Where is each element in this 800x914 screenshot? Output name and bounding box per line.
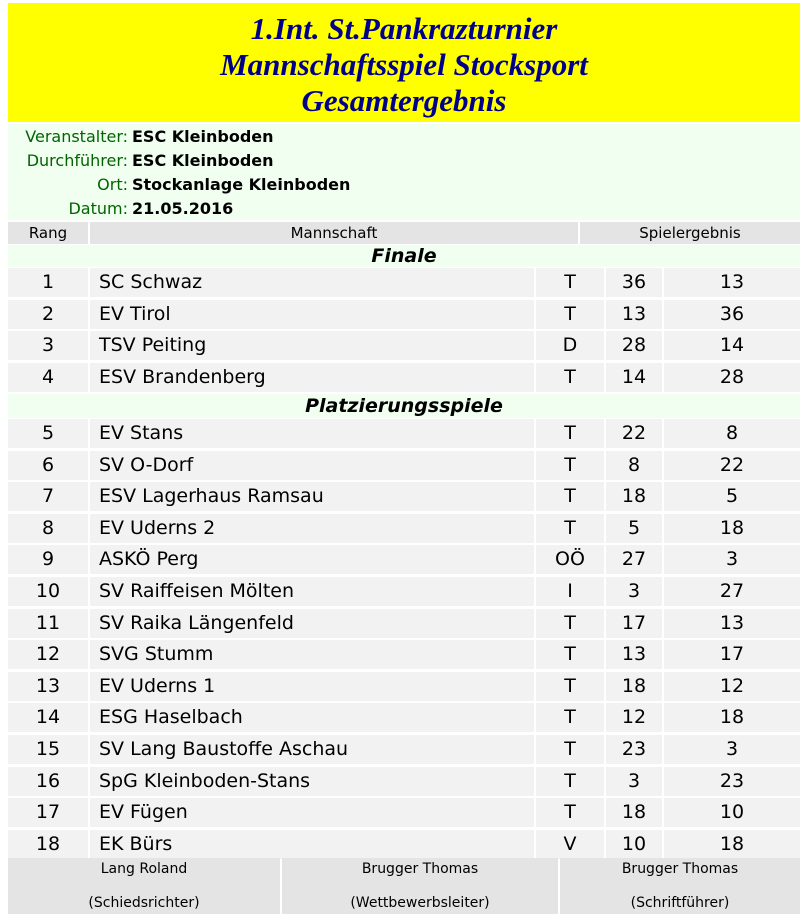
footer-schriftfuehrer xyxy=(560,858,800,914)
rang-cell: 17 xyxy=(8,798,88,827)
land-cell: OÖ xyxy=(536,545,604,574)
schiedsrichter-name: Lang Roland xyxy=(100,861,188,877)
header-mannschaft: Mannschaft xyxy=(90,222,578,244)
score-2-cell: 8 xyxy=(664,419,800,448)
team-cell: SV Raiffeisen Mölten xyxy=(90,577,534,606)
score-2-cell: 17 xyxy=(664,640,800,669)
table-row xyxy=(8,609,800,638)
land-cell: D xyxy=(536,331,604,360)
team-cell: ESV Lagerhaus Ramsau xyxy=(90,482,534,511)
ort-value: Stockanlage Kleinboden xyxy=(132,175,351,194)
table-row xyxy=(8,703,800,732)
title-banner xyxy=(8,3,800,122)
team-cell: EV Fügen xyxy=(90,798,534,827)
info-veranstalter xyxy=(8,124,800,148)
land-cell: T xyxy=(536,300,604,329)
score-2-cell: 3 xyxy=(664,735,800,764)
team-cell: SV Raika Längenfeld xyxy=(90,609,534,638)
score-1-cell: 28 xyxy=(606,331,662,360)
land-cell: I xyxy=(536,577,604,606)
team-cell: EV Tirol xyxy=(90,300,534,329)
team-cell: SVG Stumm xyxy=(90,640,534,669)
team-cell: SV O-Dorf xyxy=(90,451,534,480)
section-finale: Finale xyxy=(8,245,800,267)
score-1-cell: 5 xyxy=(606,514,662,543)
rang-cell: 10 xyxy=(8,577,88,606)
durchfuehrer-label: Durchführer: xyxy=(26,151,128,170)
header-rang: Rang xyxy=(8,222,88,244)
land-cell: T xyxy=(536,798,604,827)
table-row xyxy=(8,331,800,360)
score-2-cell: 23 xyxy=(664,767,800,796)
header-spielergebnis: Spielergebnis xyxy=(580,222,800,244)
wettbewerbsleiter-role: (Wettbewerbsleiter) xyxy=(350,895,490,911)
score-2-cell: 5 xyxy=(664,482,800,511)
section-platzierungsspiele: Platzierungsspiele xyxy=(8,394,800,418)
table-row xyxy=(8,672,800,701)
info-ort xyxy=(8,172,800,196)
durchfuehrer-value: ESC Kleinboden xyxy=(132,151,274,170)
land-cell: T xyxy=(536,419,604,448)
team-cell: SV Lang Baustoffe Aschau xyxy=(90,735,534,764)
signature-footer xyxy=(8,858,800,914)
veranstalter-value: ESC Kleinboden xyxy=(132,127,274,146)
score-1-cell: 13 xyxy=(606,640,662,669)
score-1-cell: 3 xyxy=(606,577,662,606)
score-1-cell: 22 xyxy=(606,419,662,448)
score-2-cell: 27 xyxy=(664,577,800,606)
team-cell: TSV Peiting xyxy=(90,331,534,360)
schriftfuehrer-role: (Schriftführer) xyxy=(630,895,730,911)
land-cell: T xyxy=(536,735,604,764)
score-1-cell: 12 xyxy=(606,703,662,732)
score-2-cell: 3 xyxy=(664,545,800,574)
score-1-cell: 14 xyxy=(606,363,662,392)
team-cell: ESG Haselbach xyxy=(90,703,534,732)
score-2-cell: 28 xyxy=(664,363,800,392)
score-1-cell: 36 xyxy=(606,268,662,297)
land-cell: T xyxy=(536,609,604,638)
score-1-cell: 27 xyxy=(606,545,662,574)
score-1-cell: 3 xyxy=(606,767,662,796)
score-1-cell: 8 xyxy=(606,451,662,480)
land-cell: T xyxy=(536,482,604,511)
score-2-cell: 13 xyxy=(664,609,800,638)
score-2-cell: 12 xyxy=(664,672,800,701)
team-cell: ASKÖ Perg xyxy=(90,545,534,574)
score-2-cell: 10 xyxy=(664,798,800,827)
score-2-cell: 18 xyxy=(664,514,800,543)
rang-cell: 3 xyxy=(8,331,88,360)
datum-label: Datum: xyxy=(68,199,128,218)
score-2-cell: 13 xyxy=(664,268,800,297)
rang-cell: 2 xyxy=(8,300,88,329)
score-1-cell: 18 xyxy=(606,798,662,827)
table-row xyxy=(8,268,800,297)
score-1-cell: 13 xyxy=(606,300,662,329)
table-row xyxy=(8,735,800,764)
datum-value: 21.05.2016 xyxy=(132,199,234,218)
table-row xyxy=(8,767,800,796)
score-2-cell: 18 xyxy=(664,703,800,732)
rang-cell: 12 xyxy=(8,640,88,669)
title-line-1: 1.Int. St.Pankrazturnier xyxy=(250,11,558,46)
wettbewerbsleiter-name: Brugger Thomas xyxy=(361,861,479,877)
land-cell: T xyxy=(536,363,604,392)
table-row xyxy=(8,419,800,448)
rang-cell: 1 xyxy=(8,268,88,297)
table-row xyxy=(8,514,800,543)
rang-cell: 4 xyxy=(8,363,88,392)
team-cell: EV Uderns 2 xyxy=(90,514,534,543)
rang-cell: 9 xyxy=(8,545,88,574)
table-row xyxy=(8,363,800,392)
team-cell: EV Stans xyxy=(90,419,534,448)
score-1-cell: 18 xyxy=(606,482,662,511)
score-2-cell: 36 xyxy=(664,300,800,329)
land-cell: T xyxy=(536,640,604,669)
table-row xyxy=(8,545,800,574)
land-cell: T xyxy=(536,451,604,480)
event-info xyxy=(8,124,800,220)
land-cell: T xyxy=(536,767,604,796)
info-durchfuehrer xyxy=(8,148,800,172)
team-cell: EV Uderns 1 xyxy=(90,672,534,701)
table-row xyxy=(8,577,800,606)
veranstalter-label: Veranstalter: xyxy=(25,127,128,146)
score-1-cell: 10 xyxy=(606,830,662,859)
score-2-cell: 22 xyxy=(664,451,800,480)
score-2-cell: 14 xyxy=(664,331,800,360)
team-cell: SC Schwaz xyxy=(90,268,534,297)
rang-cell: 6 xyxy=(8,451,88,480)
rang-cell: 8 xyxy=(8,514,88,543)
schiedsrichter-role: (Schiedsrichter) xyxy=(88,895,200,911)
score-1-cell: 23 xyxy=(606,735,662,764)
footer-wettbewerbsleiter xyxy=(282,858,558,914)
rang-cell: 15 xyxy=(8,735,88,764)
schriftfuehrer-name: Brugger Thomas xyxy=(621,861,739,877)
table-row xyxy=(8,830,800,859)
rang-cell: 14 xyxy=(8,703,88,732)
table-row xyxy=(8,300,800,329)
table-row xyxy=(8,798,800,827)
land-cell: T xyxy=(536,514,604,543)
rang-cell: 16 xyxy=(8,767,88,796)
team-cell: EK Bürs xyxy=(90,830,534,859)
title-line-2: Mannschaftsspiel Stocksport xyxy=(220,47,588,82)
land-cell: T xyxy=(536,268,604,297)
table-row xyxy=(8,451,800,480)
team-cell: ESV Brandenberg xyxy=(90,363,534,392)
footer-schiedsrichter xyxy=(8,858,280,914)
score-1-cell: 18 xyxy=(606,672,662,701)
land-cell: V xyxy=(536,830,604,859)
table-row xyxy=(8,640,800,669)
land-cell: T xyxy=(536,703,604,732)
table-row xyxy=(8,482,800,511)
title-line-3: Gesamtergebnis xyxy=(301,83,507,118)
ort-label: Ort: xyxy=(97,175,128,194)
rang-cell: 13 xyxy=(8,672,88,701)
rang-cell: 5 xyxy=(8,419,88,448)
rang-cell: 7 xyxy=(8,482,88,511)
rang-cell: 18 xyxy=(8,830,88,859)
team-cell: SpG Kleinboden-Stans xyxy=(90,767,534,796)
score-2-cell: 18 xyxy=(664,830,800,859)
land-cell: T xyxy=(536,672,604,701)
info-datum xyxy=(8,196,800,220)
score-1-cell: 17 xyxy=(606,609,662,638)
rang-cell: 11 xyxy=(8,609,88,638)
